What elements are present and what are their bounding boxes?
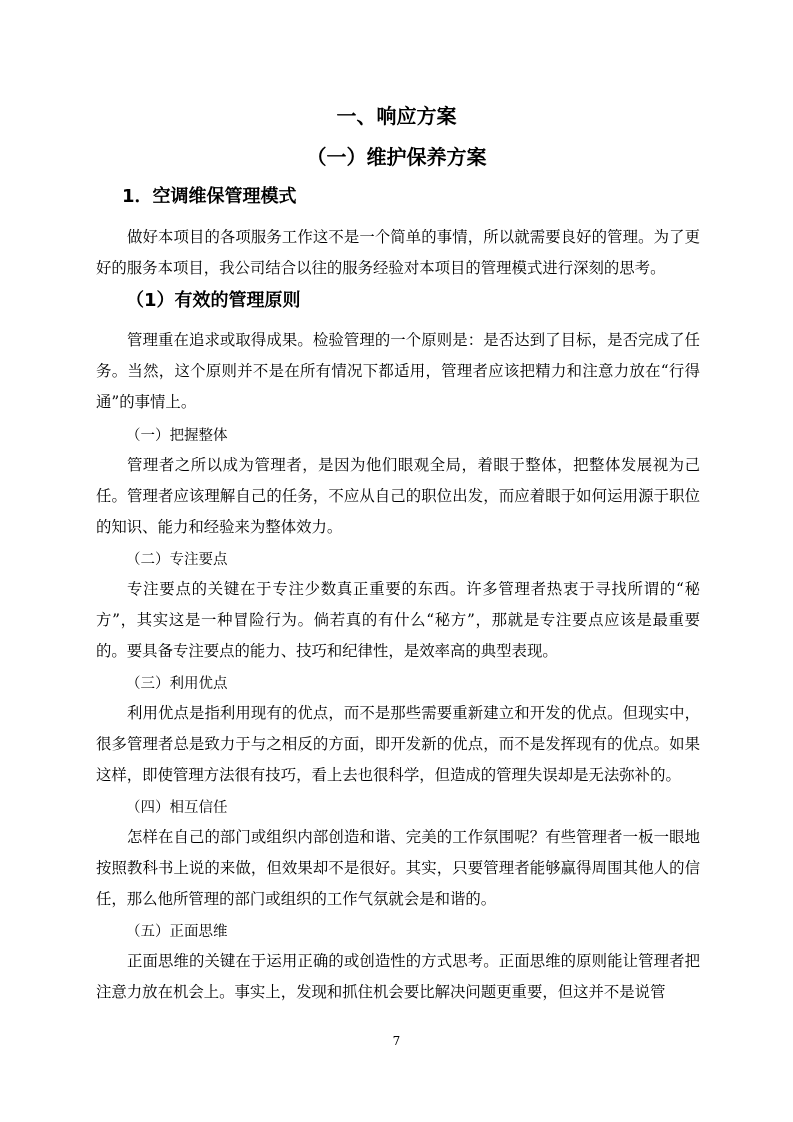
heading-level3: 1．空调维保管理模式	[122, 186, 297, 207]
heading-level4: （1）有效的管理原则	[126, 290, 301, 311]
section-text-3: 利用优点是指利用现有的优点，而不是那些需要重新建立和开发的优点。但现实中，很多管理者总是致力于与之相反的方面，即开发新的优点，而不是发挥现有的优点。如果这样，即使管理方法很有技巧，看上去也很科学，但造成的管理失误却是无法弥补的。	[96, 704, 700, 784]
intro-paragraph: 做好本项目的各项服务工作这不是一个简单的事情，所以就需要良好的管理。为了更好的服务本项目，我公司结合以往的服务经验对本项目的管理模式进行深刻的思考。	[96, 228, 700, 277]
section-title-4: （四）相互信任	[126, 800, 228, 816]
section-title-1: （一）把握整体	[126, 428, 228, 444]
section-title-2: （二）专注要点	[126, 552, 228, 568]
page-number: 7	[392, 1034, 401, 1048]
principle-paragraph: 管理重在追求或取得成果。检验管理的一个原则是：是否达到了目标，是否完成了任务。当然，这个原则并不是在所有情况下都适用，管理者应该把精力和注意力放在“行得通”的事情上。	[96, 331, 700, 411]
section-text-5: 正面思维的关键在于运用正确的或创造性的方式思考。正面思维的原则能让管理者把注意力放在机会上。事实上，发现和抓住机会要比解决问题更重要，但这并不是说管	[96, 952, 700, 1001]
section-text-2: 专注要点的关键在于专注少数真正重要的东西。许多管理者热衷于寻找所谓的“秘方”，其实这是一种冒险行为。倘若真的有什么“秘方”，那就是专注要点应该是最重要的。要具备专注要点的能力、技巧和纪律性，是效率高的典型表现。	[96, 580, 700, 660]
heading-level1: 一、响应方案	[336, 104, 457, 128]
section-title-5: （五）正面思维	[126, 924, 228, 940]
section-text-4: 怎样在自己的部门或组织内部创造和谐、完美的工作氛围呢？有些管理者一板一眼地按照教科书上说的来做，但效果却不是很好。其实，只要管理者能够赢得周围其他人的信任，那么他所管理的部门或组织的工作气氛就会是和谐的。	[96, 828, 700, 908]
heading-level2: （一）维护保养方案	[306, 145, 487, 169]
section-text-1: 管理者之所以成为管理者，是因为他们眼观全局，着眼于整体，把整体发展视为己任。管理者应该理解自己的任务，不应从自己的职位出发，而应着眼于如何运用源于职位的知识、能力和经验来为整体效力。	[96, 456, 700, 536]
section-title-3: （三）利用优点	[126, 676, 228, 692]
